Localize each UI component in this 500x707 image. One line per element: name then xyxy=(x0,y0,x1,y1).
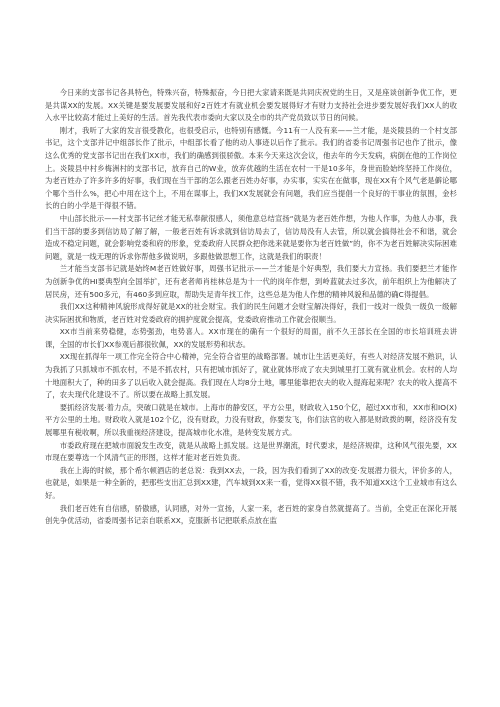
paragraph: XX市当前来势稳健，态势强劲，电势喜人。XX市现在的确有一个很好的局面，前不久王部长在全国的市长培训班去讲课，全国的市长们XX参观后都很钦佩，XX的发展形势和状态。 xyxy=(45,327,457,349)
paragraph: XX现在抓得年一项工作完全符合中心精神，完全符合省里的战略部署。城市让生活更美好，有些人对经济发展不熟识，认为我抓了只抓城市不抓农村，不是不抓农村，只有把城市抓好了，就业就体形成了农夫到城里打工就有就业机会。农村的人均十地面积大了，种的田多了以后收入就会提高。我们现在人均8分土地，哪里能靠把农夫的收入提海起来呢？农夫的收入提高不了，农夫现代化建设不了。所以要在战略上抓发展。 xyxy=(45,352,457,400)
paragraph: 今日来的支部书记各具特色，特殊兴奋，特殊振奋，今日把大家请来既是共同庆祝党的生日，又是座谈创新争优工作，更是共谋XX的发展。XX关键是要发展要发展和好2百姓才有就业机会要发展得好才有财力支持社会进步要发展好我们XX人的收入水平比较高才能过上美好的生活。首先我代表市委向大家以及全市的共产党员致以节日的问候。 xyxy=(45,88,457,123)
paragraph: 兰才能当支部书记就是始终M老百姓做好事，周强书记批示——兰才能是个好典型，我们要大力宣扬。我们要把兰才能作为创新争优的HI要典型向全国举扩，还有老者师肖桂林总是为十一代的岗年作想，到岭蓝就去过多次，前年组织上为他解决了居民房，还有500多元，有460多到应取，帮助失足青年找工作，这些总是为他人作想的精神风貌和品德的确C得提倡。 xyxy=(45,264,457,299)
paragraph: 要抓经济发展·着力点，突破口就是在城市。上海市的静安区，平方公里，财政收入150个亿，超过XX市和，XX市和IO(X)平方公里的土地。财政收入就是102个亿，没有财政，力没有财政，你要发飞，你们法官的收入都是财政拨的啊，经济没有发展哪里有税收啊，所以我重视经济建设，提高城市化水准，是转变发展方式。 xyxy=(45,402,457,438)
document-body xyxy=(45,87,457,528)
paragraph: 刚才，我听了大家的发言很受教化，也很受启示，也特别有感慨。今11有一人没有来——兰才能，是炎陵县的一个村支部书记，这个支部并记中组部长作了批示，中组部长看了他的动人事迹以后作了批示。我们的省委书记周强书记也作了批示，像这么优秀的党支部书记出在我们XX市，我们的确感到很骄傲。本来今天来这次会议，他去年的今天发病，病倒在他的工作岗位上。炎陵县中村乡梅洲村的支部书记，放弃自己的W业，放弃优越的生活在农村一干是10多年，身世而脸始终坚持工作岗位，为老百姓办了许多许多的好事，我们现在当干部的怎么跟老百姓办好事，办实事，实实在在做事，现在XX有个风气老是僻论哪个哪个当什么%，把心中用在这个上，不用在谋事上，我们XX发展就会有问题，我们应当提倡一个良好的干事业的氛围，金杉长的白的小学是干得很不错。 xyxy=(45,125,457,211)
paragraph: 我在上海的时候，那个希尔顿酒店的老总说：我到XX去，一段，因为我们看到了XX的改变·发展潜力很大，评价多的人，也就是，如果是一种全新的，把那些支出汇总到XX建，汽车城到XX来一看，觉得XX很不错，我不知道XX这个工业城市有这么好。 xyxy=(45,465,457,500)
paragraph: 我们XX这种精神风貌形成得好就是XX的社会财宝。我们的民生问题才会财宝解决得好，我们一线对一级负一级负一级解决实际困扰和物质，老百姓对党委政府的拥护度就会提高，党委政府推动工作就会很顺当。 xyxy=(45,302,457,324)
paragraph: 中山部长批示——村支部书记丝才能无私奉献很感人，须他意总结宣扬“就是为老百姓作想，为他人作事，为他人办事，我们当干部的要多到信访局了解了解，一般老百姓有诉求就到信访局去了，信访局没有人去管，所以就会搞得社会不和谐，就会造成不稳定问题，就会影响党委和府的形象，党委政府人民群众把你选来就是要你为老百姓做”的，你不为老百姓解决实际困难问题，就是一线无理的诉求你帮他多做说明，多跟他做思想工作，这就是我们的职责！ xyxy=(45,213,457,261)
paragraph: 我们老百姓有自信感，骄傲感，认同感，对外一宣扬，人家一来，老百姓的家身自然就提高了。当前，全党正在深化开展创先争优活动，省委周强书记亲自联系XX，克服新书记把联系点放在监 xyxy=(45,503,457,526)
paragraph: 市委政府现在把城市面貌发生改变，就是从战略上抓发展。这是世界潮流，时代要求，是经济规律，这种风气很先要，XX市现在要尊选一个风清气正的形图，这样才能对老百姓负责。 xyxy=(45,440,457,463)
